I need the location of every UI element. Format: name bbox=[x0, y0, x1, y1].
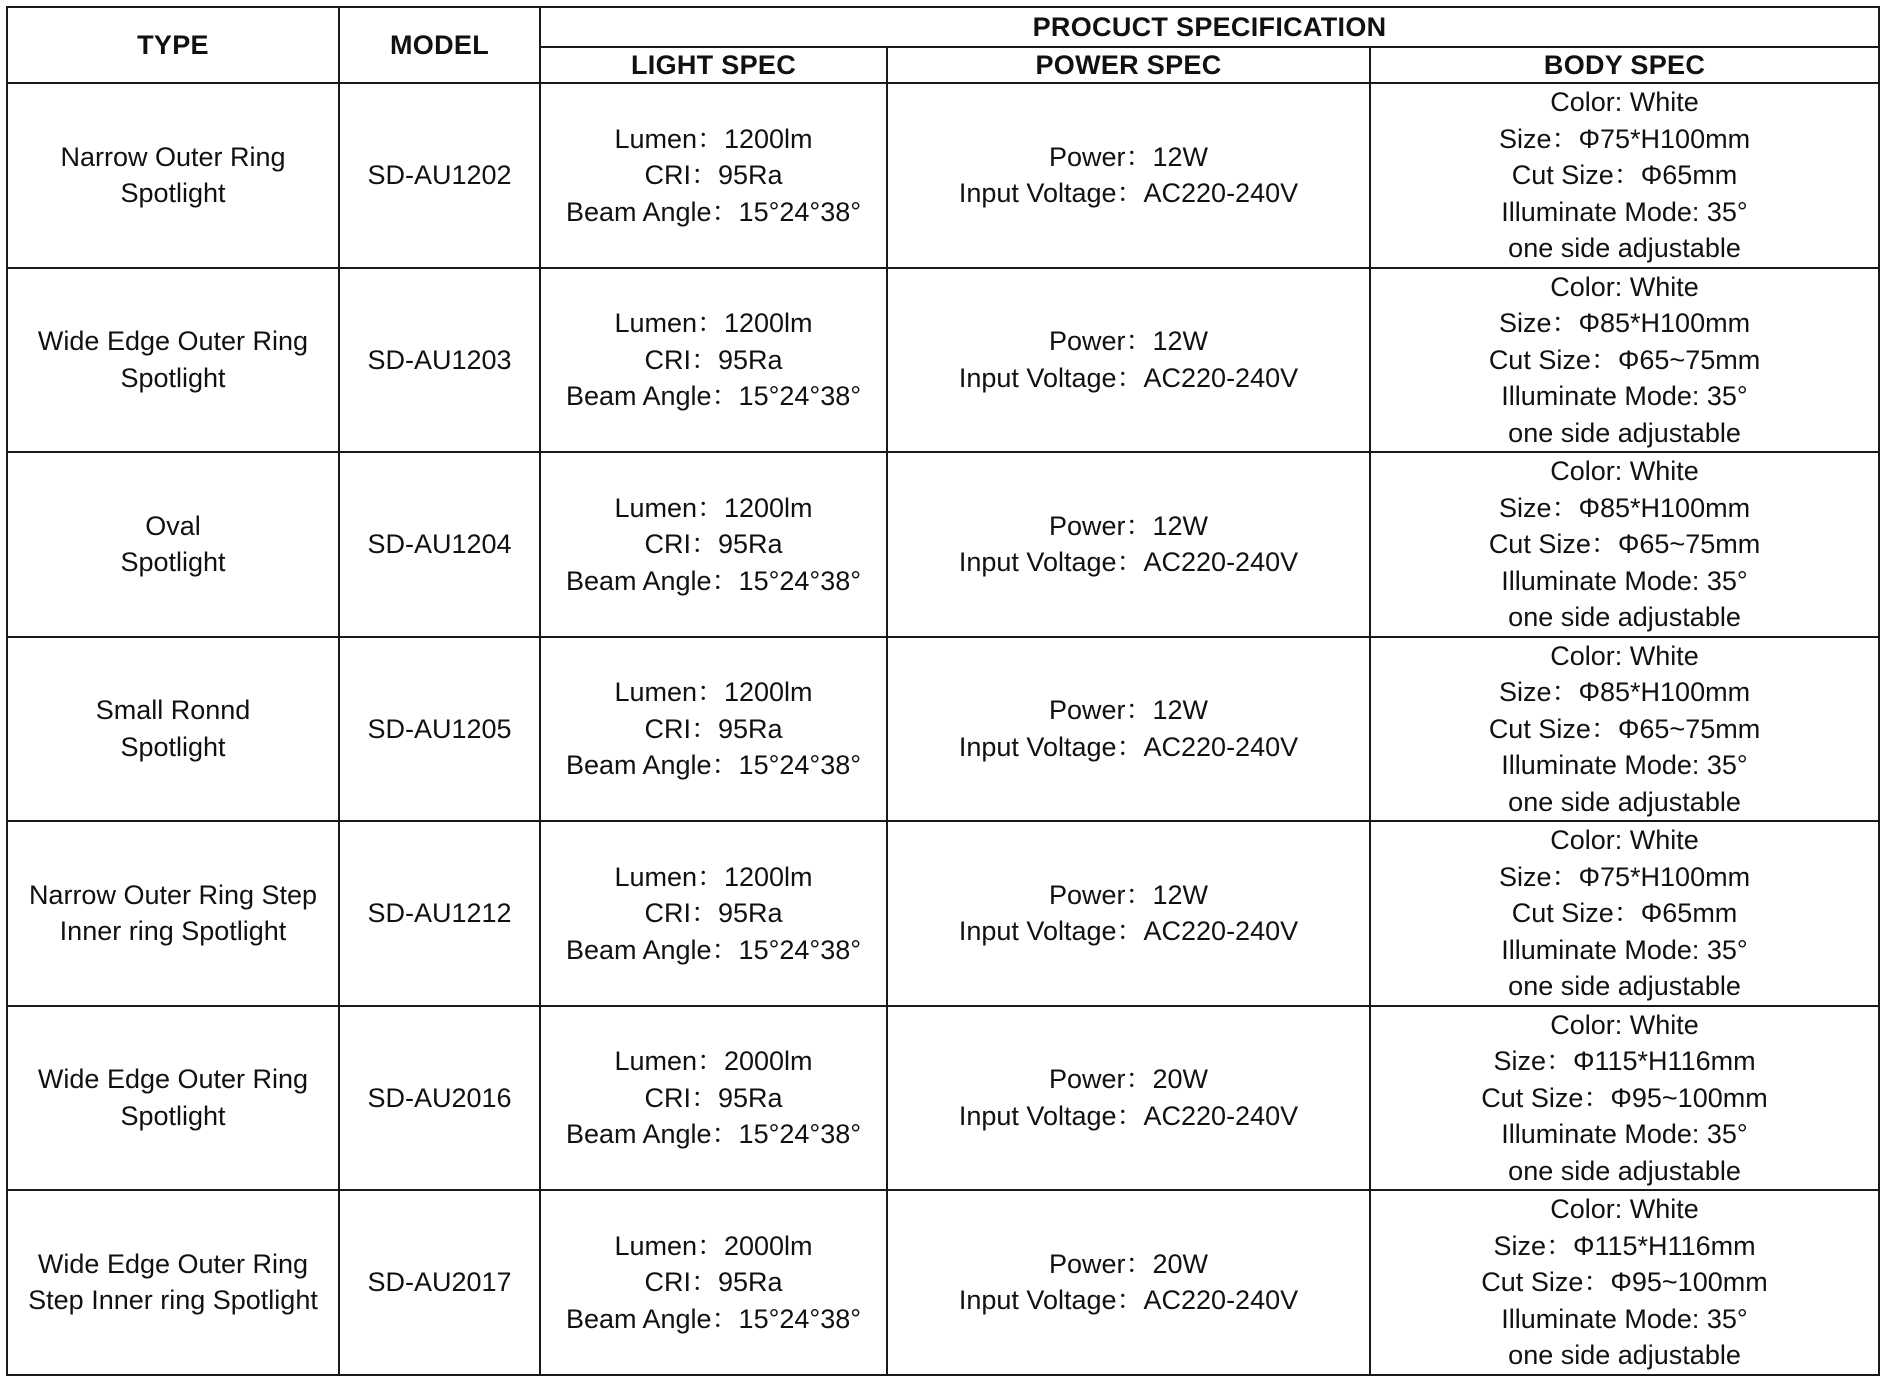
power-spec-cell: Power：12W Input Voltage：AC220-240V bbox=[887, 452, 1370, 637]
table-row bbox=[7, 637, 1879, 822]
body-spec-cell: Color: White Size：Φ85*H100mm Cut Size：Φ65~75mm Illuminate Mode: 35° one side adjustable bbox=[1370, 268, 1879, 453]
light-spec-cell: Lumen：1200lm CRI：95Ra Beam Angle：15°24°38° bbox=[540, 83, 887, 268]
type-cell: Narrow Outer Ring Spotlight bbox=[7, 83, 339, 268]
light-spec-cell: Lumen：1200lm CRI：95Ra Beam Angle：15°24°38° bbox=[540, 637, 887, 822]
body-spec-cell: Color: White Size：Φ75*H100mm Cut Size：Φ65mm Illuminate Mode: 35° one side adjustable bbox=[1370, 83, 1879, 268]
body-spec-cell: Color: White Size：Φ85*H100mm Cut Size：Φ65~75mm Illuminate Mode: 35° one side adjustable bbox=[1370, 452, 1879, 637]
model-cell: SD-AU1202 bbox=[339, 83, 540, 268]
power-spec-cell: Power：20W Input Voltage：AC220-240V bbox=[887, 1190, 1370, 1375]
table-row bbox=[7, 1190, 1879, 1375]
power-spec-cell: Power：12W Input Voltage：AC220-240V bbox=[887, 268, 1370, 453]
header-body-spec: BODY SPEC bbox=[1370, 47, 1879, 83]
table-row bbox=[7, 452, 1879, 637]
light-spec-cell: Lumen：1200lm CRI：95Ra Beam Angle：15°24°38° bbox=[540, 268, 887, 453]
header-power-spec: POWER SPEC bbox=[887, 47, 1370, 83]
model-cell: SD-AU1212 bbox=[339, 821, 540, 1006]
type-cell: Wide Edge Outer Ring Spotlight bbox=[7, 1006, 339, 1191]
body-spec-cell: Color: White Size：Φ115*H116mm Cut Size：Φ95~100mm Illuminate Mode: 35° one side adjustable bbox=[1370, 1006, 1879, 1191]
table-row bbox=[7, 1006, 1879, 1191]
model-cell: SD-AU2016 bbox=[339, 1006, 540, 1191]
body-spec-cell: Color: White Size：Φ75*H100mm Cut Size：Φ65mm Illuminate Mode: 35° one side adjustable bbox=[1370, 821, 1879, 1006]
body-spec-cell: Color: White Size：Φ115*H116mm Cut Size：Φ95~100mm Illuminate Mode: 35° one side adjustable bbox=[1370, 1190, 1879, 1375]
table-row bbox=[7, 83, 1879, 268]
model-cell: SD-AU1205 bbox=[339, 637, 540, 822]
table-row bbox=[7, 821, 1879, 1006]
header-row-top bbox=[7, 7, 1879, 47]
body-spec-cell: Color: White Size：Φ85*H100mm Cut Size：Φ65~75mm Illuminate Mode: 35° one side adjustable bbox=[1370, 637, 1879, 822]
light-spec-cell: Lumen：2000lm CRI：95Ra Beam Angle：15°24°38° bbox=[540, 1190, 887, 1375]
light-spec-cell: Lumen：1200lm CRI：95Ra Beam Angle：15°24°38° bbox=[540, 452, 887, 637]
model-cell: SD-AU1203 bbox=[339, 268, 540, 453]
power-spec-cell: Power：12W Input Voltage：AC220-240V bbox=[887, 83, 1370, 268]
type-cell: Oval Spotlight bbox=[7, 452, 339, 637]
table-row bbox=[7, 268, 1879, 453]
type-cell: Wide Edge Outer Ring Step Inner ring Spotlight bbox=[7, 1190, 339, 1375]
model-cell: SD-AU1204 bbox=[339, 452, 540, 637]
header-light-spec: LIGHT SPEC bbox=[540, 47, 887, 83]
type-cell: Narrow Outer Ring Step Inner ring Spotlight bbox=[7, 821, 339, 1006]
power-spec-cell: Power：20W Input Voltage：AC220-240V bbox=[887, 1006, 1370, 1191]
power-spec-cell: Power：12W Input Voltage：AC220-240V bbox=[887, 637, 1370, 822]
light-spec-cell: Lumen：2000lm CRI：95Ra Beam Angle：15°24°38° bbox=[540, 1006, 887, 1191]
type-cell: Wide Edge Outer Ring Spotlight bbox=[7, 268, 339, 453]
header-model: MODEL bbox=[339, 7, 540, 83]
light-spec-cell: Lumen：1200lm CRI：95Ra Beam Angle：15°24°38° bbox=[540, 821, 887, 1006]
power-spec-cell: Power：12W Input Voltage：AC220-240V bbox=[887, 821, 1370, 1006]
model-cell: SD-AU2017 bbox=[339, 1190, 540, 1375]
type-cell: Small Ronnd Spotlight bbox=[7, 637, 339, 822]
product-spec-table bbox=[6, 6, 1880, 1376]
header-product-specification: PROCUCT SPECIFICATION bbox=[540, 7, 1879, 47]
header-type: TYPE bbox=[7, 7, 339, 83]
